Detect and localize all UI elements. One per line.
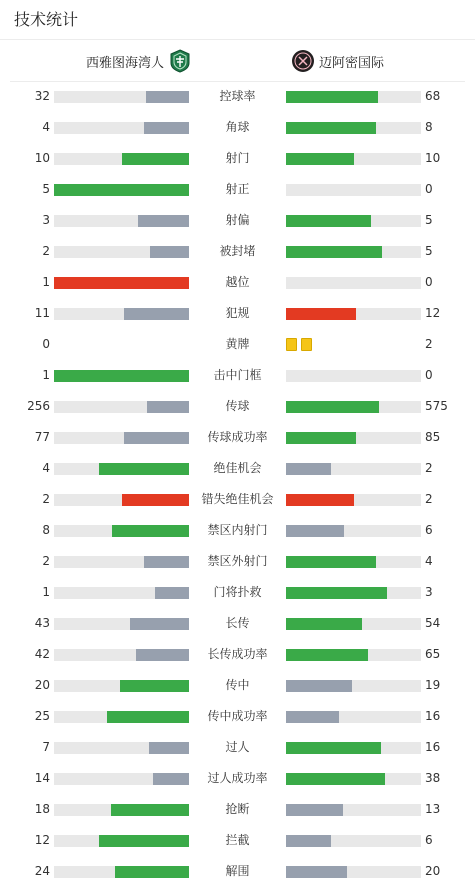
away-stat-value: 68	[425, 89, 441, 103]
home-stat-bar	[54, 773, 189, 785]
home-stat-value: 20	[34, 678, 50, 692]
home-stat-value: 42	[34, 647, 50, 661]
stat-label: 长传成功率	[207, 647, 268, 661]
away-stat-bar-fill	[286, 215, 371, 227]
page-title: 技术统计	[14, 10, 79, 29]
away-stat-bar	[286, 866, 421, 878]
stat-row	[0, 670, 475, 701]
home-stat-bar	[54, 804, 189, 816]
stat-row	[0, 577, 475, 608]
stat-row	[0, 546, 475, 577]
stat-row	[0, 763, 475, 794]
home-stat-bar-fill	[153, 773, 189, 785]
stat-row	[0, 825, 475, 856]
away-yellow-cards	[286, 338, 312, 351]
away-stat-value: 16	[425, 709, 441, 723]
away-stat-bar-fill	[286, 122, 376, 134]
stat-row	[0, 422, 475, 453]
home-stat-bar	[54, 680, 189, 692]
stat-row	[0, 236, 475, 267]
away-stat-value: 65	[425, 647, 441, 661]
home-stat-bar	[54, 587, 189, 599]
home-stat-bar	[54, 525, 189, 537]
away-stat-bar	[286, 370, 421, 382]
away-stat-bar-fill	[286, 773, 385, 785]
away-stat-value: 0	[425, 182, 433, 196]
stat-label: 抢断	[225, 802, 250, 816]
away-stat-bar-fill	[286, 432, 356, 444]
away-stat-value: 12	[425, 306, 441, 320]
home-stat-bar-fill	[150, 246, 189, 258]
away-stat-value: 3	[425, 585, 433, 599]
stat-label: 传中	[225, 678, 250, 692]
away-stat-bar	[286, 308, 421, 320]
stat-row	[0, 143, 475, 174]
home-stat-bar	[54, 618, 189, 630]
away-stat-value: 6	[425, 523, 433, 537]
home-stat-value: 77	[34, 430, 50, 444]
stat-row	[0, 515, 475, 546]
away-stat-bar	[286, 835, 421, 847]
away-stat-value: 2	[425, 461, 433, 475]
stat-row	[0, 174, 475, 205]
home-stat-bar-fill	[54, 184, 189, 196]
home-stat-bar	[54, 308, 189, 320]
away-stat-bar-fill	[286, 835, 331, 847]
home-stat-value: 8	[42, 523, 50, 537]
home-stat-bar-fill	[107, 711, 189, 723]
home-stat-bar	[54, 463, 189, 475]
home-stat-bar-fill	[155, 587, 189, 599]
stat-label: 击中门框	[213, 368, 262, 382]
stat-label: 越位	[225, 275, 250, 289]
home-stat-bar	[54, 835, 189, 847]
home-stat-bar	[54, 866, 189, 878]
stat-label: 传球成功率	[207, 430, 268, 444]
home-stat-value: 11	[34, 306, 50, 320]
stat-label: 错失绝佳机会	[201, 492, 274, 506]
home-stat-bar	[54, 556, 189, 568]
stat-row	[0, 732, 475, 763]
away-stat-bar-fill	[286, 742, 381, 754]
away-stat-value: 0	[425, 275, 433, 289]
away-stat-value: 19	[425, 678, 441, 692]
stat-label: 传球	[225, 399, 250, 413]
away-stat-bar	[286, 773, 421, 785]
stat-row	[0, 267, 475, 298]
home-stat-bar-fill	[146, 91, 189, 103]
away-stat-bar	[286, 587, 421, 599]
home-stat-value: 0	[42, 337, 50, 351]
away-team-name: 迈阿密国际	[319, 55, 385, 71]
home-stat-value: 2	[42, 554, 50, 568]
away-stat-value: 54	[425, 616, 441, 630]
stat-label: 过人	[225, 740, 250, 754]
stat-row	[0, 608, 475, 639]
home-stat-bar-fill	[144, 556, 189, 568]
stat-row	[0, 329, 475, 360]
home-stat-bar-fill	[144, 122, 189, 134]
away-stat-value: 16	[425, 740, 441, 754]
yellow-card-icon	[286, 338, 297, 351]
stat-label: 禁区外射门	[207, 554, 268, 568]
away-stat-value: 38	[425, 771, 441, 785]
stat-label: 过人成功率	[207, 771, 268, 785]
home-stat-value: 4	[42, 120, 50, 134]
away-stat-bar	[286, 277, 421, 289]
home-stat-bar	[54, 649, 189, 661]
away-stat-value: 4	[425, 554, 433, 568]
home-stat-value: 7	[42, 740, 50, 754]
stat-row	[0, 453, 475, 484]
away-stat-bar-fill	[286, 401, 379, 413]
away-stat-bar	[286, 401, 421, 413]
home-stat-bar-fill	[149, 742, 190, 754]
home-stat-bar-fill	[111, 804, 189, 816]
away-stat-bar-fill	[286, 246, 382, 258]
away-stat-bar-fill	[286, 308, 356, 320]
stat-row	[0, 639, 475, 670]
home-team-crest-icon	[170, 49, 190, 73]
stat-row	[0, 205, 475, 236]
stat-label: 解围	[225, 864, 250, 878]
away-stat-bar	[286, 463, 421, 475]
stat-label: 射正	[225, 182, 250, 196]
away-stat-bar	[286, 494, 421, 506]
home-stat-bar	[54, 401, 189, 413]
home-stat-bar-fill	[54, 277, 189, 289]
away-stat-value: 0	[425, 368, 433, 382]
home-stat-value: 3	[42, 213, 50, 227]
home-stat-value: 2	[42, 492, 50, 506]
away-stat-bar	[286, 556, 421, 568]
away-stat-bar	[286, 649, 421, 661]
stat-label: 控球率	[219, 89, 256, 103]
stat-label: 射偏	[225, 213, 250, 227]
home-stat-bar-fill	[99, 835, 189, 847]
home-stat-value: 14	[34, 771, 50, 785]
away-stat-value: 6	[425, 833, 433, 847]
home-stat-value: 24	[34, 864, 50, 878]
away-stat-bar	[286, 246, 421, 258]
away-stat-value: 2	[425, 492, 433, 506]
stat-label: 传中成功率	[207, 709, 268, 723]
stat-label: 绝佳机会	[213, 461, 262, 475]
stat-row	[0, 360, 475, 391]
home-stat-bar	[54, 432, 189, 444]
away-stat-bar-fill	[286, 587, 387, 599]
home-stat-bar-fill	[120, 680, 189, 692]
stat-row	[0, 391, 475, 422]
stat-label: 被封堵	[219, 244, 256, 258]
home-stat-bar-fill	[147, 401, 189, 413]
away-team[interactable]	[291, 49, 384, 73]
away-stat-bar	[286, 184, 421, 196]
away-stat-value: 85	[425, 430, 441, 444]
home-stat-value: 4	[42, 461, 50, 475]
home-stat-bar-fill	[138, 215, 189, 227]
away-stat-bar-fill	[286, 556, 376, 568]
away-stat-bar	[286, 153, 421, 165]
away-stat-bar-fill	[286, 463, 331, 475]
home-stat-value: 256	[27, 399, 50, 413]
stat-row	[0, 112, 475, 143]
home-team[interactable]	[86, 49, 190, 73]
home-stat-bar	[54, 215, 189, 227]
home-stat-value: 1	[42, 368, 50, 382]
yellow-card-icon	[301, 338, 312, 351]
stats-list	[0, 81, 475, 887]
home-stat-value: 2	[42, 244, 50, 258]
home-stat-bar-fill	[130, 618, 189, 630]
away-stat-bar-fill	[286, 525, 344, 537]
away-stat-bar	[286, 432, 421, 444]
away-stat-bar-fill	[286, 91, 378, 103]
away-stat-bar-fill	[286, 866, 347, 878]
home-stat-bar	[54, 153, 189, 165]
home-stat-bar-fill	[124, 308, 189, 320]
home-stat-value: 5	[42, 182, 50, 196]
away-stat-value: 5	[425, 213, 433, 227]
stat-label: 禁区内射门	[207, 523, 268, 537]
away-stat-value: 575	[425, 399, 448, 413]
stat-row	[0, 81, 475, 112]
home-stat-value: 18	[34, 802, 50, 816]
home-stat-bar	[54, 494, 189, 506]
stat-row	[0, 794, 475, 825]
home-stat-value: 32	[34, 89, 50, 103]
home-stat-bar	[54, 246, 189, 258]
home-team-name: 西雅图海湾人	[85, 55, 164, 71]
away-stat-value: 2	[425, 337, 433, 351]
away-stat-bar	[286, 680, 421, 692]
stat-label: 黄牌	[225, 337, 250, 351]
home-stat-value: 10	[34, 151, 50, 165]
away-stat-value: 13	[425, 802, 441, 816]
teams-header	[0, 40, 475, 81]
away-stat-bar	[286, 618, 421, 630]
home-stat-bar-fill	[54, 370, 189, 382]
away-stat-bar-fill	[286, 711, 339, 723]
away-stat-bar-fill	[286, 153, 354, 165]
home-stat-bar	[54, 184, 189, 196]
away-stat-bar-fill	[286, 494, 354, 506]
home-stat-bar	[54, 742, 189, 754]
home-stat-value: 1	[42, 585, 50, 599]
home-stat-value: 43	[34, 616, 50, 630]
home-stat-bar	[54, 122, 189, 134]
away-stat-value: 5	[425, 244, 433, 258]
away-stat-bar	[286, 742, 421, 754]
away-stat-bar-fill	[286, 804, 343, 816]
home-stat-value: 12	[34, 833, 50, 847]
home-stat-bar-fill	[115, 866, 189, 878]
stat-label: 门将扑救	[213, 585, 262, 599]
away-stat-bar-fill	[286, 649, 368, 661]
home-stat-bar-fill	[99, 463, 189, 475]
home-stat-bar-fill	[122, 494, 190, 506]
stat-row	[0, 484, 475, 515]
home-stat-bar	[54, 711, 189, 723]
away-stat-bar-fill	[286, 680, 352, 692]
away-stat-bar	[286, 804, 421, 816]
stat-label: 犯规	[225, 306, 250, 320]
stat-label: 长传	[225, 616, 250, 630]
home-stat-bar	[54, 277, 189, 289]
away-stat-value: 10	[425, 151, 441, 165]
home-stat-bar-fill	[136, 649, 189, 661]
home-stat-value: 1	[42, 275, 50, 289]
away-stat-bar	[286, 711, 421, 723]
away-stat-bar	[286, 91, 421, 103]
home-stat-value: 25	[34, 709, 50, 723]
away-stat-bar-fill	[286, 618, 362, 630]
home-stat-bar	[54, 91, 189, 103]
stat-row	[0, 298, 475, 329]
stat-label: 射门	[225, 151, 250, 165]
away-stat-bar	[286, 525, 421, 537]
stat-label: 拦截	[225, 833, 250, 847]
away-stat-bar	[286, 215, 421, 227]
away-stat-value: 20	[425, 864, 441, 878]
away-stat-bar	[286, 122, 421, 134]
stat-row	[0, 701, 475, 732]
home-stat-bar-fill	[124, 432, 189, 444]
home-stat-bar-fill	[122, 153, 190, 165]
away-team-crest-icon	[291, 49, 315, 73]
home-stat-bar	[54, 370, 189, 382]
home-stat-bar-fill	[112, 525, 189, 537]
stat-label: 角球	[225, 120, 250, 134]
away-stat-value: 8	[425, 120, 433, 134]
stat-row	[0, 856, 475, 887]
